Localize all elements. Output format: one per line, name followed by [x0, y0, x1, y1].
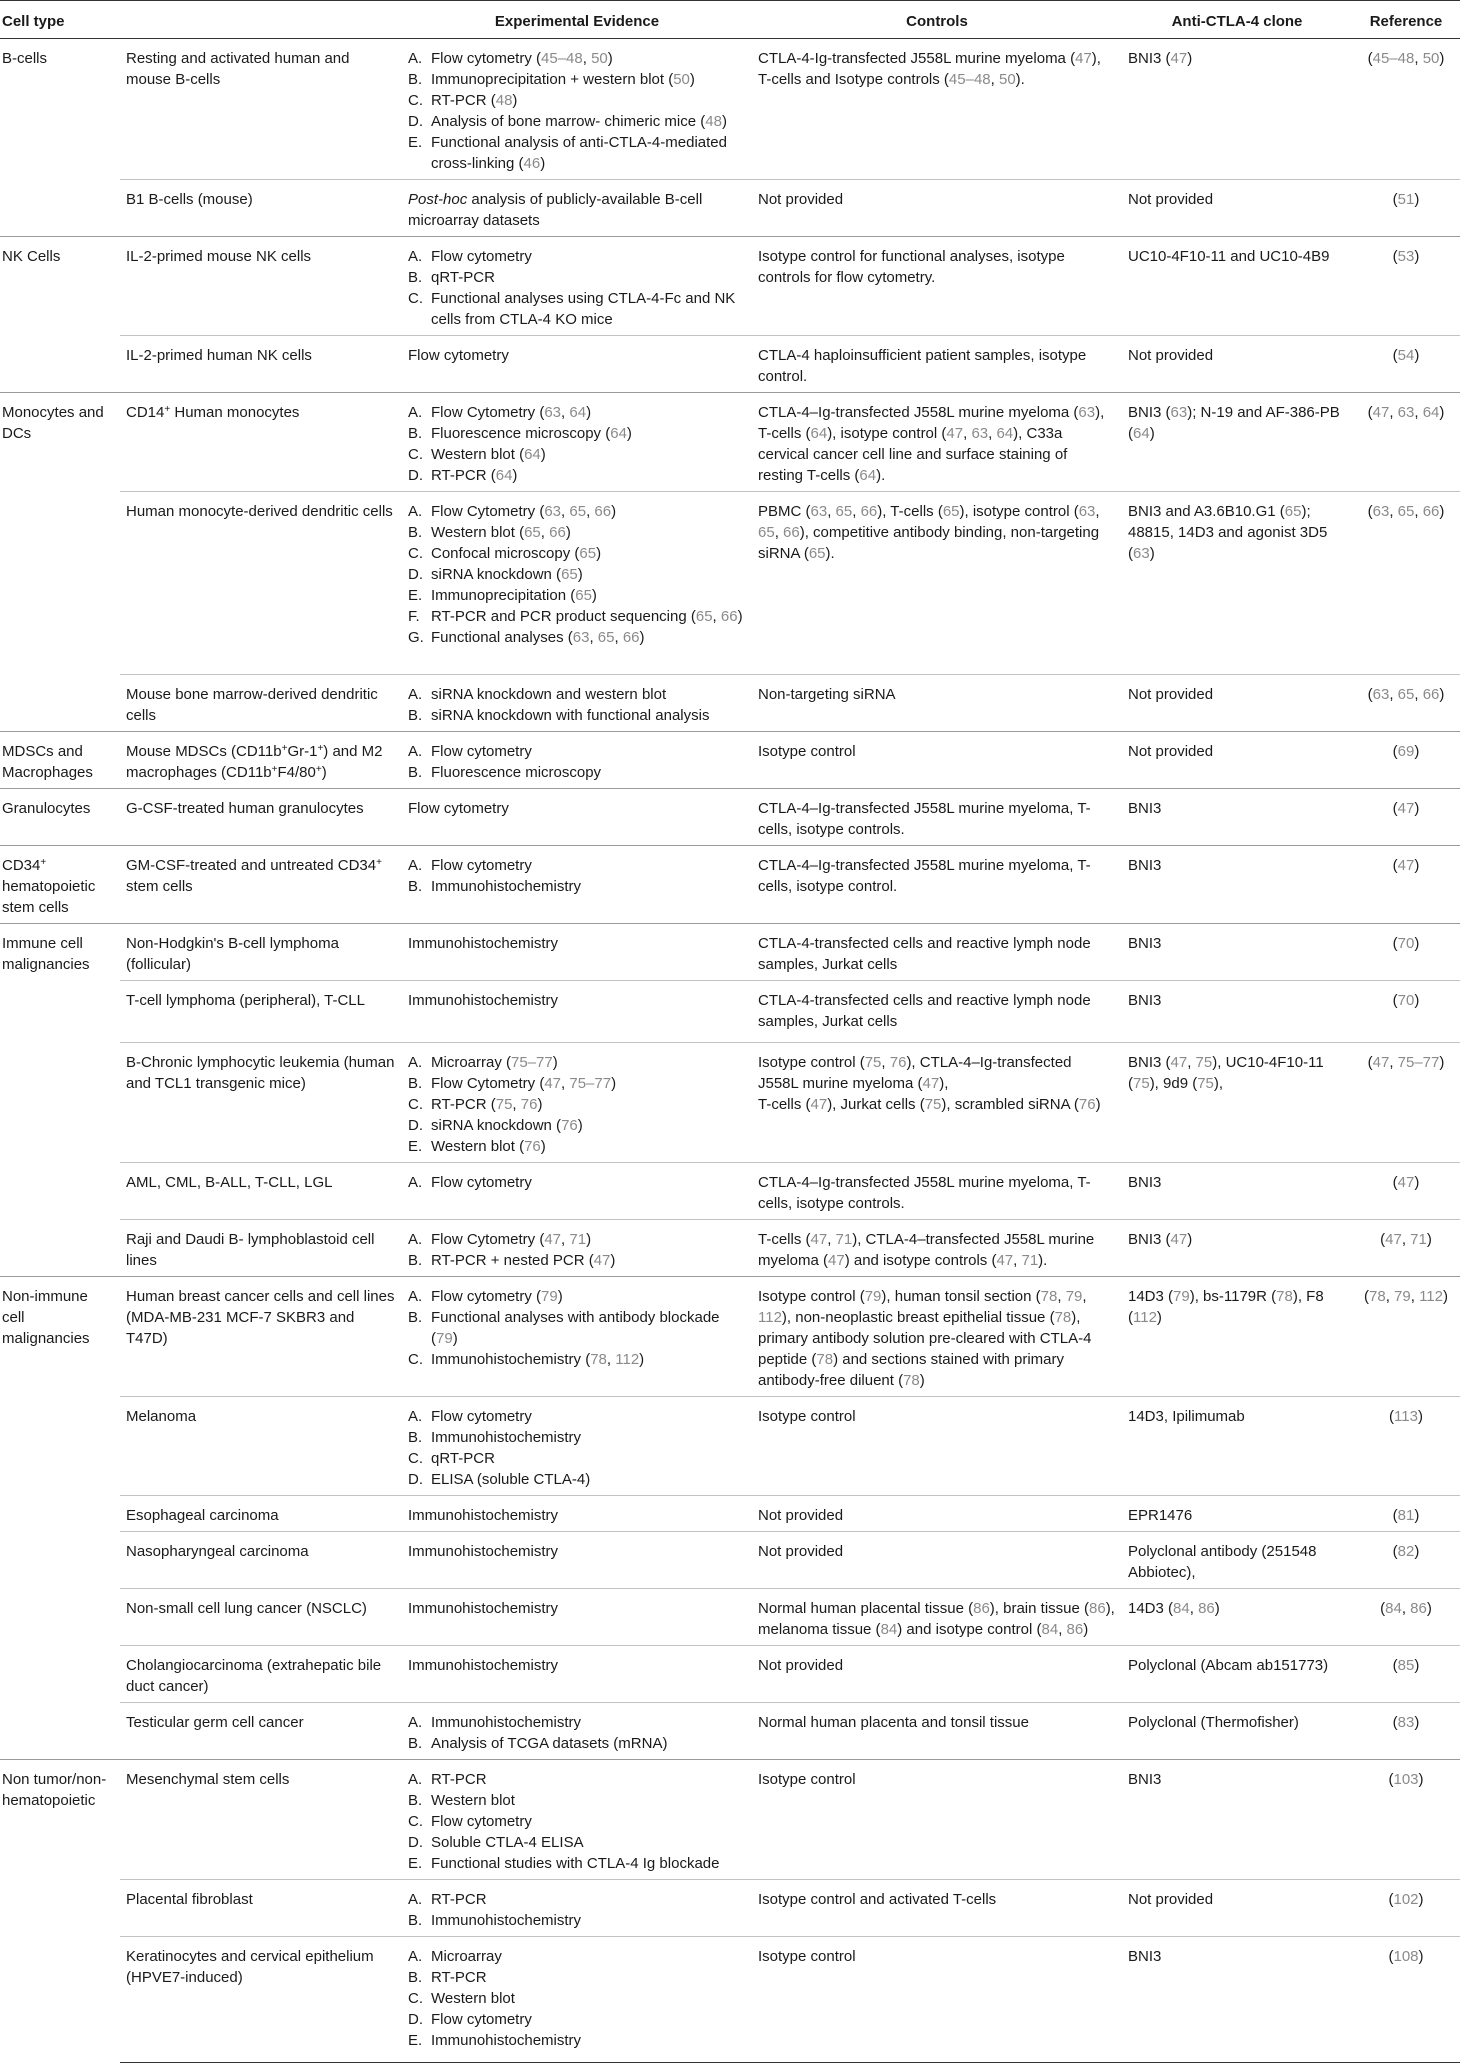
table-row [0, 1937, 1460, 2063]
reference: (81) [1352, 1496, 1460, 1532]
evidence-item: A. Microarray [408, 1948, 502, 1965]
evidence-item: A. siRNA knockdown and western blot [408, 686, 667, 703]
evidence-item: A. Flow cytometry [408, 1174, 532, 1191]
cell-description: Raji and Daudi B- lymphoblastoid cell lines [120, 1220, 402, 1277]
anti-ctla4-clone: EPR1476 [1122, 1496, 1352, 1532]
evidence-list [408, 1286, 746, 1370]
table-row [0, 981, 1460, 1043]
anti-ctla4-clone: BNI3 [1122, 1937, 1352, 2063]
evidence-item: B. Immunohistochemistry [408, 878, 582, 895]
cell-type-group: B-cells [2, 50, 48, 67]
table-row [0, 336, 1460, 393]
evidence-list [408, 402, 746, 486]
experimental-evidence: Flow cytometry [402, 789, 752, 846]
table-row [0, 789, 1460, 846]
cell-description: Mouse bone marrow-derived dendritic cells [120, 675, 402, 732]
anti-ctla4-clone: BNI3 (47) [1122, 1220, 1352, 1277]
cell-description: AML, CML, B-ALL, T-CLL, LGL [120, 1163, 402, 1220]
evidence-item: A. Flow Cytometry (63, 64) [408, 404, 592, 421]
evidence-item: D. ELISA (soluble CTLA-4) [408, 1471, 591, 1488]
evidence-list [408, 48, 746, 174]
evidence-list [408, 501, 746, 648]
anti-ctla4-clone: BNI3 [1122, 981, 1352, 1043]
anti-ctla4-clone: Polyclonal (Thermofisher) [1122, 1703, 1352, 1760]
anti-ctla4-clone: Polyclonal (Abcam ab151773) [1122, 1646, 1352, 1703]
reference: (78, 79, 112) [1352, 1277, 1460, 1397]
evidence-item: B. Fluorescence microscopy [408, 764, 602, 781]
evidence-item: B. Western blot (65, 66) [408, 524, 571, 541]
evidence-item: B. RT-PCR [408, 1969, 487, 1986]
controls: Isotype control [752, 1937, 1122, 2063]
controls: Isotype control (79), human tonsil section (78, 79, 112), non-neoplastic breast epithelial tissue (78), primary antibody solution pre-cleared with CTLA-4 peptide (78) and sections stained with primary antibody-free diluent (78) [752, 1277, 1122, 1397]
experimental-evidence [402, 1043, 752, 1163]
evidence-item: A. Flow Cytometry (47, 71) [408, 1231, 592, 1248]
cell-type-group: CD34+ hematopoietic stem cells [0, 846, 120, 924]
table-row [0, 924, 1460, 981]
evidence-item: A. Immunohistochemistry [408, 1714, 582, 1731]
table-row [0, 1646, 1460, 1703]
table-row [0, 1220, 1460, 1277]
evidence-item: D. siRNA knockdown (65) [408, 566, 583, 583]
evidence-item: A. Flow cytometry [408, 743, 532, 760]
cell-type-group: Non tumor/non-hematopoietic [0, 1760, 120, 2063]
anti-ctla4-clone: BNI3 [1122, 1163, 1352, 1220]
experimental-evidence: Immunohistochemistry [402, 1532, 752, 1589]
cell-description: Mesenchymal stem cells [120, 1760, 402, 1880]
experimental-evidence: Immunohistochemistry [402, 981, 752, 1043]
reference: (47) [1352, 789, 1460, 846]
evidence-item: B. qRT-PCR [408, 269, 495, 286]
experimental-evidence [402, 1397, 752, 1496]
table-row [0, 180, 1460, 237]
controls: CTLA-4-Ig-transfected J558L murine myeloma (47), T-cells and Isotype controls (45–48, 50). [758, 50, 1101, 88]
evidence-list [408, 246, 746, 330]
controls: Isotype control and activated T-cells [752, 1880, 1122, 1937]
evidence-item: E. Western blot (76) [408, 1138, 546, 1155]
experimental-evidence [402, 1277, 752, 1397]
cell-type-group: NK Cells [0, 237, 120, 393]
evidence-item: B. RT-PCR + nested PCR (47) [408, 1252, 616, 1269]
controls: CTLA-4-transfected cells and reactive lymph node samples, Jurkat cells [752, 981, 1122, 1043]
experimental-evidence [402, 1703, 752, 1760]
anti-ctla4-clone: 14D3 (84, 86) [1122, 1589, 1352, 1646]
cell-description: Human breast cancer cells and cell lines (MDA-MB-231 MCF-7 SKBR3 and T47D) [120, 1277, 402, 1397]
evidence-item: E. Functional analysis of anti-CTLA-4-mediated cross-linking (46) [408, 134, 727, 172]
cell-description: GM-CSF-treated and untreated CD34+ stem cells [120, 846, 402, 924]
evidence-item: A. Flow cytometry [408, 248, 532, 265]
evidence-item: D. siRNA knockdown (76) [408, 1117, 583, 1134]
experimental-evidence [402, 393, 752, 492]
evidence-item: D. Flow cytometry [408, 2011, 532, 2028]
controls: CTLA-4–Ig-transfected J558L murine myeloma, T-cells, isotype controls. [752, 789, 1122, 846]
evidence-item: B. Western blot [408, 1792, 515, 1809]
evidence-list [408, 1889, 746, 1931]
experimental-evidence [402, 39, 752, 180]
cell-description: G-CSF-treated human granulocytes [120, 789, 402, 846]
controls: Isotype control for functional analyses, isotype controls for flow cytometry. [752, 237, 1122, 336]
cell-type-group: Non-immune cell malignancies [0, 1277, 120, 1760]
evidence-item: C. RT-PCR (75, 76) [408, 1096, 543, 1113]
evidence-item: B. Immunohistochemistry [408, 1912, 582, 1929]
table-row [0, 1496, 1460, 1532]
cell-description: Non-Hodgkin's B-cell lymphoma (follicular) [120, 924, 402, 981]
header-blank [120, 1, 402, 39]
table-row [0, 1163, 1460, 1220]
reference: (103) [1352, 1760, 1460, 1880]
experimental-evidence [402, 492, 752, 675]
cell-description: Keratinocytes and cervical epithelium (HPVE7-induced) [120, 1937, 402, 2063]
reference: (84, 86) [1352, 1589, 1460, 1646]
header-cell-type: Cell type [0, 1, 120, 39]
anti-ctla4-clone: Polyclonal antibody (251548 Abbiotec), [1122, 1532, 1352, 1589]
cell-description: B1 B-cells (mouse) [120, 180, 402, 237]
cell-description: CD14+ Human monocytes [120, 393, 402, 492]
experimental-evidence [402, 1880, 752, 1937]
anti-ctla4-clone: 14D3 (79), bs-1179R (78), F8 (112) [1122, 1277, 1352, 1397]
evidence-item: G. Functional analyses (63, 65, 66) [408, 629, 645, 646]
experimental-evidence [402, 1760, 752, 1880]
header-controls: Controls [752, 1, 1122, 39]
table-row [0, 1397, 1460, 1496]
evidence-item: F. RT-PCR and PCR product sequencing (65, 66) [408, 608, 743, 625]
table-row [0, 846, 1460, 924]
anti-ctla4-clone: BNI3 and A3.6B10.G1 (65); 48815, 14D3 and agonist 3D5 (63) [1122, 492, 1352, 675]
table-row [0, 1277, 1460, 1397]
evidence-list [408, 1712, 746, 1754]
experimental-evidence: Immunohistochemistry [402, 924, 752, 981]
anti-ctla4-clone: BNI3 [1122, 1760, 1352, 1880]
table-row [0, 732, 1460, 789]
controls: T-cells (47, 71), CTLA-4–transfected J558L murine myeloma (47) and isotype controls (47, 71). [752, 1220, 1122, 1277]
controls: CTLA-4-transfected cells and reactive lymph node samples, Jurkat cells [752, 924, 1122, 981]
evidence-list [408, 855, 746, 897]
evidence-item: C. Western blot (64) [408, 446, 546, 463]
controls: Isotype control [752, 1397, 1122, 1496]
evidence-item: C. Western blot [408, 1990, 515, 2007]
evidence-item: C. Confocal microscopy (65) [408, 545, 602, 562]
evidence-item: A. Microarray (75–77) [408, 1054, 558, 1071]
cell-description: IL-2-primed human NK cells [120, 336, 402, 393]
evidence-item: C. Flow cytometry [408, 1813, 532, 1830]
cell-type-group: Monocytes and DCs [0, 393, 120, 732]
reference: (54) [1352, 336, 1460, 393]
cell-description: Non-small cell lung cancer (NSCLC) [120, 1589, 402, 1646]
cell-description: IL-2-primed mouse NK cells [120, 237, 402, 336]
anti-ctla4-clone: BNI3 [1122, 924, 1352, 981]
evidence-item: B. Flow Cytometry (47, 75–77) [408, 1075, 617, 1092]
evidence-list [408, 1946, 746, 2051]
header-clone: Anti-CTLA-4 clone [1122, 1, 1352, 39]
evidence-list [408, 1172, 746, 1193]
cell-description: Testicular germ cell cancer [120, 1703, 402, 1760]
evidence-item: A. RT-PCR [408, 1891, 487, 1908]
controls: Not provided [752, 180, 1122, 237]
evidence-list [408, 1229, 746, 1271]
reference: (53) [1352, 237, 1460, 336]
reference: (82) [1352, 1532, 1460, 1589]
evidence-item: B. Analysis of TCGA datasets (mRNA) [408, 1735, 668, 1752]
cell-description: Resting and activated human and mouse B-cells [126, 50, 350, 88]
experimental-evidence [402, 846, 752, 924]
reference: (63, 65, 66) [1352, 675, 1460, 732]
evidence-list [408, 1769, 746, 1874]
anti-ctla4-clone: UC10-4F10-11 and UC10-4B9 [1122, 237, 1352, 336]
evidence-item: C. qRT-PCR [408, 1450, 495, 1467]
reference: (47) [1352, 1163, 1460, 1220]
evidence-item: A. RT-PCR [408, 1771, 487, 1788]
controls: Not provided [752, 1646, 1122, 1703]
anti-ctla4-clone: 14D3, Ipilimumab [1122, 1397, 1352, 1496]
reference: (102) [1352, 1880, 1460, 1937]
table-row [0, 237, 1460, 336]
evidence-list [408, 1052, 746, 1157]
evidence-item: A. Flow cytometry (45–48, 50) [408, 50, 613, 67]
experimental-evidence [402, 1937, 752, 2063]
controls: Isotype control (75, 76), CTLA-4–Ig-transfected J558L murine myeloma (47), T-cells (47), Jurkat cells (75), scrambled siRNA (76) [752, 1043, 1122, 1163]
evidence-item: A. Flow cytometry [408, 857, 532, 874]
reference: (63, 65, 66) [1352, 492, 1460, 675]
controls: CTLA-4–Ig-transfected J558L murine myeloma, T-cells, isotype controls. [752, 1163, 1122, 1220]
experimental-evidence [402, 732, 752, 789]
cell-description: Esophageal carcinoma [120, 1496, 402, 1532]
table-body [0, 39, 1460, 2063]
cell-description: T-cell lymphoma (peripheral), T-CLL [120, 981, 402, 1043]
table-row [0, 1589, 1460, 1646]
evidence-list [408, 1406, 746, 1490]
evidence-item: B. Immunoprecipitation + western blot (50) [408, 71, 695, 88]
controls: Normal human placental tissue (86), brain tissue (86), melanoma tissue (84) and isotype control (84, 86) [752, 1589, 1122, 1646]
controls: Normal human placenta and tonsil tissue [752, 1703, 1122, 1760]
experimental-evidence [402, 1220, 752, 1277]
controls: PBMC (63, 65, 66), T-cells (65), isotype control (63, 65, 66), competitive antibody binding, non-targeting siRNA (65). [752, 492, 1122, 675]
cell-description: Melanoma [120, 1397, 402, 1496]
evidence-item: A. Flow Cytometry (63, 65, 66) [408, 503, 617, 520]
reference: (108) [1352, 1937, 1460, 2063]
reference: (70) [1352, 924, 1460, 981]
reference: (70) [1352, 981, 1460, 1043]
evidence-item: E. Functional studies with CTLA-4 Ig blockade [408, 1855, 720, 1872]
table-row [0, 1880, 1460, 1937]
cell-description: Nasopharyngeal carcinoma [120, 1532, 402, 1589]
table-row [0, 1760, 1460, 1880]
header-experimental-evidence: Experimental Evidence [402, 1, 752, 39]
cell-description: Cholangiocarcinoma (extrahepatic bile duct cancer) [120, 1646, 402, 1703]
table-row [0, 393, 1460, 492]
evidence-item: D. RT-PCR (64) [408, 467, 518, 484]
reference: (47, 63, 64) [1352, 393, 1460, 492]
experimental-evidence: Flow cytometry [402, 336, 752, 393]
evidence-item: B. Immunohistochemistry [408, 1429, 582, 1446]
cell-type-group: Granulocytes [0, 789, 120, 846]
cell-description: Human monocyte-derived dendritic cells [120, 492, 402, 675]
reference: (69) [1352, 732, 1460, 789]
anti-ctla4-clone: BNI3 (47) [1128, 50, 1193, 67]
table-row [0, 675, 1460, 732]
controls: Non-targeting siRNA [752, 675, 1122, 732]
reference: (83) [1352, 1703, 1460, 1760]
anti-ctla4-clone: Not provided [1122, 1880, 1352, 1937]
controls: Not provided [752, 1496, 1122, 1532]
evidence-list [408, 741, 746, 783]
experimental-evidence [402, 675, 752, 732]
controls: Not provided [752, 1532, 1122, 1589]
reference: (47, 71) [1352, 1220, 1460, 1277]
controls: CTLA-4–Ig-transfected J558L murine myeloma (63), T-cells (64), isotype control (47, 63, 64), C33a cervical cancer cell line and surface staining of resting T-cells (64). [752, 393, 1122, 492]
evidence-item: E. Immunoprecipitation (65) [408, 587, 597, 604]
reference: (47) [1352, 846, 1460, 924]
cell-description: B-Chronic lymphocytic leukemia (human and TCL1 transgenic mice) [120, 1043, 402, 1163]
experimental-evidence [402, 1163, 752, 1220]
experimental-evidence: Post-hoc analysis of publicly-available B-cell microarray datasets [402, 180, 752, 237]
evidence-item: D. Analysis of bone marrow- chimeric mice (48) [408, 113, 727, 130]
evidence-item: C. RT-PCR (48) [408, 92, 518, 109]
evidence-item: B. siRNA knockdown with functional analysis [408, 707, 710, 724]
controls: Isotype control [752, 1760, 1122, 1880]
anti-ctla4-clone: BNI3 [1122, 846, 1352, 924]
cell-type-group: Immune cell malignancies [0, 924, 120, 1277]
reference: (113) [1352, 1397, 1460, 1496]
controls: CTLA-4–Ig-transfected J558L murine myeloma, T-cells, isotype control. [752, 846, 1122, 924]
experimental-evidence: Immunohistochemistry [402, 1496, 752, 1532]
reference: (85) [1352, 1646, 1460, 1703]
cell-description: Mouse MDSCs (CD11b+Gr-1+) and M2 macrophages (CD11b+F4/80+) [120, 732, 402, 789]
reference: (51) [1352, 180, 1460, 237]
evidence-item: E. Immunohistochemistry [408, 2032, 582, 2049]
anti-ctla4-clone: Not provided [1122, 675, 1352, 732]
experimental-evidence [402, 237, 752, 336]
evidence-item: B. Fluorescence microscopy (64) [408, 425, 632, 442]
controls: Isotype control [752, 732, 1122, 789]
experimental-evidence: Immunohistochemistry [402, 1646, 752, 1703]
anti-ctla4-clone: Not provided [1122, 732, 1352, 789]
table-row [0, 492, 1460, 675]
cell-description: Placental fibroblast [120, 1880, 402, 1937]
evidence-item: D. Soluble CTLA-4 ELISA [408, 1834, 584, 1851]
table-row [0, 1532, 1460, 1589]
evidence-list [408, 684, 746, 726]
cell-type-group: MDSCs and Macrophages [0, 732, 120, 789]
reference: (45–48, 50) [1367, 50, 1445, 67]
evidence-item: A. Flow cytometry [408, 1408, 532, 1425]
anti-ctla4-clone: BNI3 [1122, 789, 1352, 846]
anti-ctla4-clone: Not provided [1122, 336, 1352, 393]
controls: CTLA-4 haploinsufficient patient samples, isotype control. [752, 336, 1122, 393]
anti-ctla4-clone: BNI3 (47, 75), UC10-4F10-11 (75), 9d9 (75), [1122, 1043, 1352, 1163]
anti-ctla4-clone: BNI3 (63); N-19 and AF-386-PB (64) [1122, 393, 1352, 492]
anti-ctla4-clone: Not provided [1122, 180, 1352, 237]
evidence-item: B. Functional analyses with antibody blockade (79) [408, 1309, 720, 1347]
table-row [0, 1703, 1460, 1760]
header-row [0, 1, 1460, 39]
table-row [0, 1043, 1460, 1163]
experimental-evidence: Immunohistochemistry [402, 1589, 752, 1646]
evidence-item: C. Immunohistochemistry (78, 112) [408, 1351, 645, 1368]
evidence-item: C. Functional analyses using CTLA-4-Fc and NK cells from CTLA-4 KO mice [408, 290, 736, 328]
header-reference: Reference [1352, 1, 1460, 39]
evidence-item: A. Flow cytometry (79) [408, 1288, 563, 1305]
table-row [0, 39, 1460, 180]
reference: (47, 75–77) [1352, 1043, 1460, 1163]
